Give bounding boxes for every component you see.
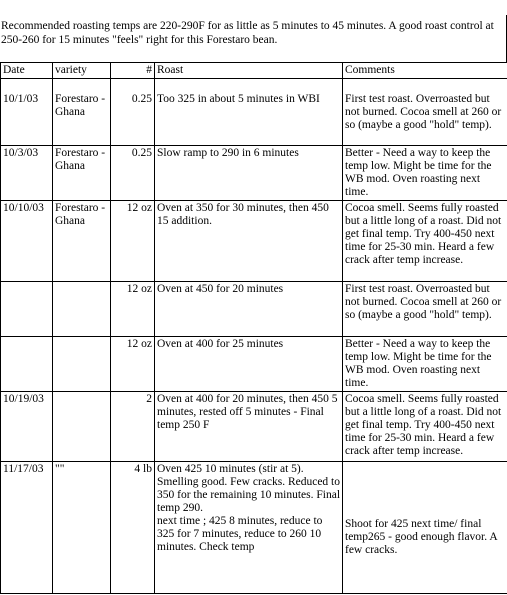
row-comments: Better - Need a way to keep the temp low. Might be time for the WB mod. Oven roasting next time. [343,146,507,201]
row-variety [53,337,111,392]
row-num: 12 oz [111,337,155,392]
row-date [1,282,53,337]
row-date: 10/19/03 [1,392,53,462]
row-roast: Too 325 in about 5 minutes in WBI [155,79,343,146]
table-row [1,79,507,146]
row-variety: "" [53,462,111,594]
row-num: 0.25 [111,146,155,201]
table-row [1,201,507,282]
row-num: 4 lb [111,462,155,594]
row-variety: Forestaro - Ghana [53,79,111,146]
row-roast: Slow ramp to 290 in 6 minutes [155,146,343,201]
row-comments: Cocoa smell. Seems fully roasted but a little long of a roast. Did not get final temp. Try 400-450 next time for 25-30 min. Heard a few crack after temp increase. [343,392,507,462]
row-roast: Oven at 400 for 25 minutes [155,337,343,392]
row-variety [53,282,111,337]
row-num: 12 oz [111,201,155,282]
roast-log-table [0,62,507,594]
row-date: 10/1/03 [1,79,53,146]
row-variety: Forestaro - Ghana [53,201,111,282]
row-roast: Oven 425 10 minutes (stir at 5). Smelling good. Few cracks. Reduced to 350 for the remaining 10 minutes. Final temp 290. next time ; 425 8 minutes, reduce to 325 for 7 minutes, reduce to 260 10 minutes. Check temp [155,462,343,594]
row-date: 10/3/03 [1,146,53,201]
row-variety: Forestaro - Ghana [53,146,111,201]
row-roast: Oven at 450 for 20 minutes [155,282,343,337]
row-num: 2 [111,392,155,462]
row-comments: Shoot for 425 next time/ final temp265 - good enough flavor. A few cracks. [343,462,507,594]
header-variety: variety [53,63,111,79]
row-comments: First test roast. Overroasted but not burned. Cocoa smell at 260 or so (maybe a good "hold" temp). [343,79,507,146]
table-row [1,392,507,462]
row-variety [53,392,111,462]
header-row [1,63,507,79]
header-date: Date [1,63,53,79]
table-row [1,282,507,337]
header-num: # [111,63,155,79]
row-date: 11/17/03 [1,462,53,594]
row-roast: Oven at 400 for 20 minutes, then 450 5 minutes, rested off 5 minutes - Final temp 250 F [155,392,343,462]
row-date: 10/10/03 [1,201,53,282]
row-roast: Oven at 350 for 30 minutes, then 450 15 addition. [155,201,343,282]
row-comments: Better - Need a way to keep the temp low. Might be time for the WB mod. Oven roasting next time. [343,337,507,392]
header-roast: Roast [155,63,343,79]
header-comments: Comments [343,63,507,79]
row-num: 12 oz [111,282,155,337]
row-date [1,337,53,392]
intro-text: Recommended roasting temps are 220-290F for as little as 5 minutes to 45 minutes. A good roast control at 250-260 for 15 minutes "feels" right for this Forestaro bean. [1,20,494,46]
table-row [1,146,507,201]
row-num: 0.25 [111,79,155,146]
table-row [1,337,507,392]
table-row [1,462,507,594]
row-comments: Cocoa smell. Seems fully roasted but a little long of a roast. Did not get final temp. Try 400-450 next time for 25-30 min. Heard a few crack after temp increase. [343,201,507,282]
row-comments: First test roast. Overroasted but not burned. Cocoa smell at 260 or so (maybe a good "hold" temp). [343,282,507,337]
